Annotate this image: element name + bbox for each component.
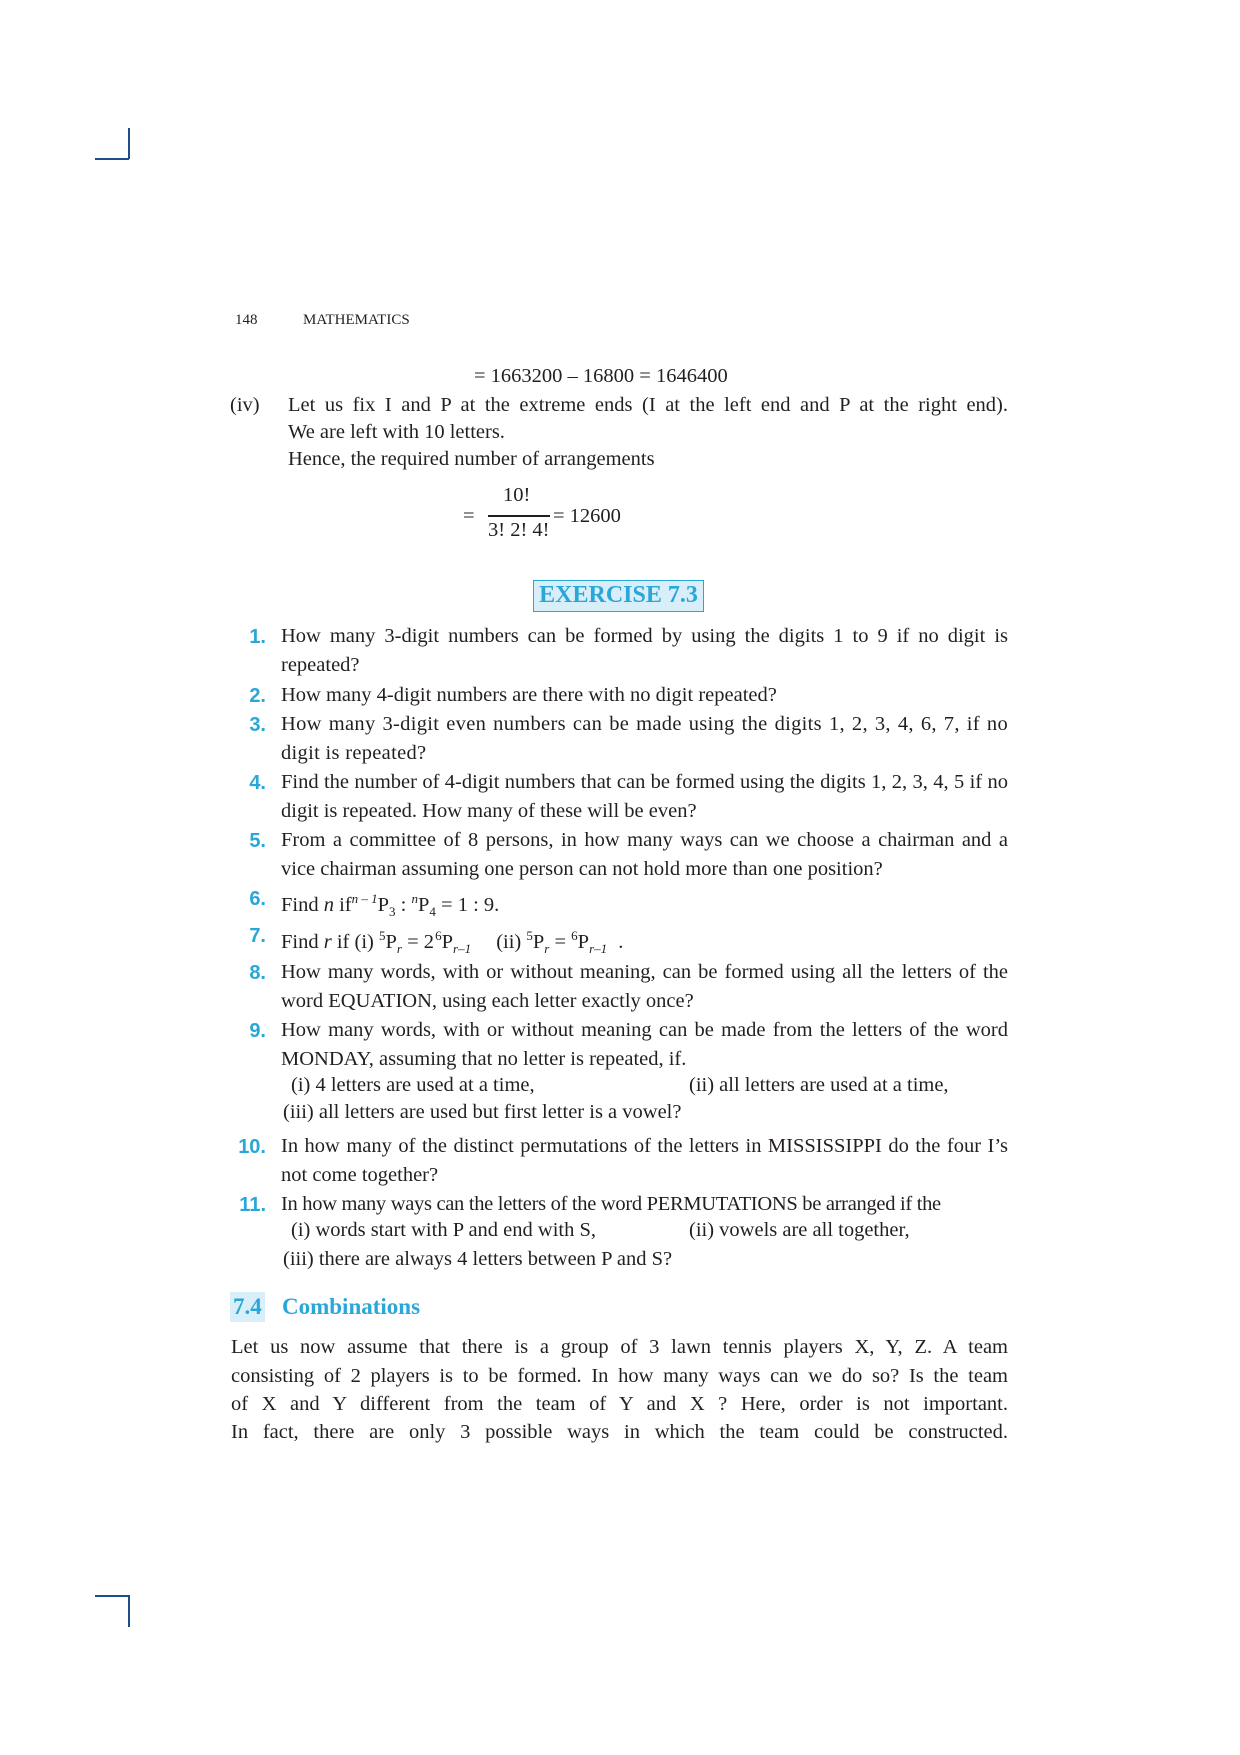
q6-sup-2: n bbox=[411, 891, 418, 906]
question-number: 1. bbox=[249, 626, 266, 648]
paragraph-line: of X and Y different from the team of Y and X ? Here, order is not important. bbox=[231, 1393, 1008, 1415]
q7-sup-d: 6 bbox=[571, 928, 578, 943]
q6-text-b: if bbox=[339, 893, 352, 916]
q6-tail: = 1 : 9. bbox=[435, 893, 500, 916]
q7-text-a: Find bbox=[281, 930, 319, 953]
crop-mark-top-vertical bbox=[128, 128, 130, 159]
variable-n: n bbox=[323, 893, 334, 916]
question-number: 3. bbox=[249, 714, 266, 736]
subpart-iii: (iii) there are always 4 letters between P and S? bbox=[283, 1248, 673, 1270]
q7-perm-b: P bbox=[441, 930, 454, 953]
question-text: How many 3-digit numbers can be formed by using the digits 1 to 9 if no digit is repeated? bbox=[281, 625, 1008, 676]
q7-sup-b: 6 bbox=[435, 928, 442, 943]
q7-perm-a: P bbox=[385, 930, 397, 953]
q7-perm-d: P bbox=[577, 930, 590, 953]
section-number: 7.4 bbox=[230, 1292, 265, 1322]
running-header: MATHEMATICS bbox=[303, 312, 410, 328]
crop-mark-bottom-vertical bbox=[128, 1595, 130, 1627]
crop-mark-top-horizontal bbox=[95, 158, 129, 160]
q7-mid-a: = 2 bbox=[401, 930, 434, 953]
exercise-title-box bbox=[533, 580, 704, 612]
fraction-numerator: 10! bbox=[503, 484, 531, 506]
q7-sup-a: 5 bbox=[378, 928, 386, 943]
subpart-iii: (iii) all letters are used but first letter is a vowel? bbox=[283, 1101, 682, 1123]
variable-r: r bbox=[323, 930, 332, 953]
question-number: 7. bbox=[249, 925, 266, 947]
question-text: How many words, with or without meaning, can be formed using all the letters of the word EQUATION, using each letter exactly once? bbox=[281, 961, 1008, 1012]
part-text-line: We are left with 10 letters. bbox=[288, 421, 505, 443]
q7-sub-a: r bbox=[396, 940, 402, 956]
question-text bbox=[281, 884, 1008, 926]
page-number: 148 bbox=[235, 312, 258, 328]
q6-text-a: Find bbox=[281, 893, 319, 916]
question-number: 2. bbox=[249, 685, 266, 707]
q7-sub-d: r–1 bbox=[589, 940, 608, 956]
question-number: 10. bbox=[238, 1136, 266, 1158]
q7-sub-c: r bbox=[544, 940, 550, 956]
part-text-line: Let us fix I and P at the extreme ends (I at the left end and P at the right end). bbox=[288, 394, 1008, 416]
q6-sub-2: 4 bbox=[429, 903, 436, 919]
paragraph-line: consisting of 2 players is to be formed. In how many ways can we do so? Is the team bbox=[231, 1365, 1008, 1387]
question-number: 11. bbox=[239, 1194, 266, 1216]
q7-perm-c: P bbox=[532, 930, 545, 953]
q7-eq: = bbox=[549, 930, 572, 953]
question-text: From a committee of 8 persons, in how many ways can we choose a chairman and a vice chairman assuming one person can not hold more than one position? bbox=[281, 829, 1008, 880]
q7-sub-b: r–1 bbox=[453, 940, 472, 956]
equation-equals: = bbox=[463, 505, 475, 527]
question-text: How many 3-digit even numbers can be made using the digits 1, 2, 3, 4, 6, 7, if no digit is repeated? bbox=[281, 713, 1008, 764]
question-number: 5. bbox=[249, 830, 266, 852]
question-text: How many words, with or without meaning can be made from the letters of the word MONDAY, assuming that no letter is repeated, if. bbox=[281, 1019, 1008, 1070]
part-text-line: Hence, the required number of arrangements bbox=[288, 448, 655, 470]
paragraph-line: Let us now assume that there is a group of 3 lawn tennis players X, Y, Z. A team bbox=[231, 1336, 1008, 1358]
q7-sup-c: 5 bbox=[526, 928, 533, 943]
section-title: Combinations bbox=[282, 1294, 421, 1319]
exercise-title: EXERCISE 7.3 bbox=[539, 582, 698, 608]
question-text: Find the number of 4-digit numbers that can be formed using the digits 1, 2, 3, 4, 5 if no digit is repeated. How many of these will be even? bbox=[281, 771, 1008, 822]
q6-perm-2: P bbox=[418, 893, 430, 916]
question-text bbox=[281, 921, 1008, 963]
continued-equation: = 1663200 – 16800 = 1646400 bbox=[474, 365, 728, 387]
question-number: 6. bbox=[249, 888, 266, 910]
question-number: 8. bbox=[249, 962, 266, 984]
q7-part-ii: (ii) bbox=[496, 930, 522, 953]
question-number: 9. bbox=[249, 1020, 266, 1042]
part-label: (iv) bbox=[230, 394, 260, 416]
q7-text-b: if (i) bbox=[336, 930, 374, 953]
fraction-bar bbox=[488, 515, 550, 517]
subpart-i: (i) words start with P and end with S, bbox=[291, 1219, 597, 1241]
fraction-denominator: 3! 2! 4! bbox=[488, 519, 550, 541]
crop-mark-bottom-horizontal bbox=[95, 1595, 129, 1597]
q6-colon: : bbox=[395, 893, 412, 916]
subpart-ii: (ii) all letters are used at a time, bbox=[689, 1074, 949, 1096]
equation-result: = 12600 bbox=[553, 505, 621, 527]
subpart-ii: (ii) vowels are all together, bbox=[689, 1219, 910, 1241]
question-text: In how many ways can the letters of the word PERMUTATIONS be arranged if the bbox=[281, 1193, 941, 1215]
question-text: How many 4-digit numbers are there with no digit repeated? bbox=[281, 684, 777, 706]
q7-end: . bbox=[618, 930, 624, 953]
q6-sub-1: 3 bbox=[389, 903, 396, 919]
q6-sup-1: n – 1 bbox=[351, 891, 378, 906]
question-number: 4. bbox=[249, 772, 266, 794]
subpart-i: (i) 4 letters are used at a time, bbox=[291, 1074, 535, 1096]
paragraph-line: In fact, there are only 3 possible ways in which the team could be constructed. bbox=[231, 1421, 1008, 1443]
question-text: In how many of the distinct permutations of the letters in MISSISSIPPI do the four I’s not come together? bbox=[281, 1135, 1008, 1186]
q6-perm-1: P bbox=[377, 893, 390, 916]
